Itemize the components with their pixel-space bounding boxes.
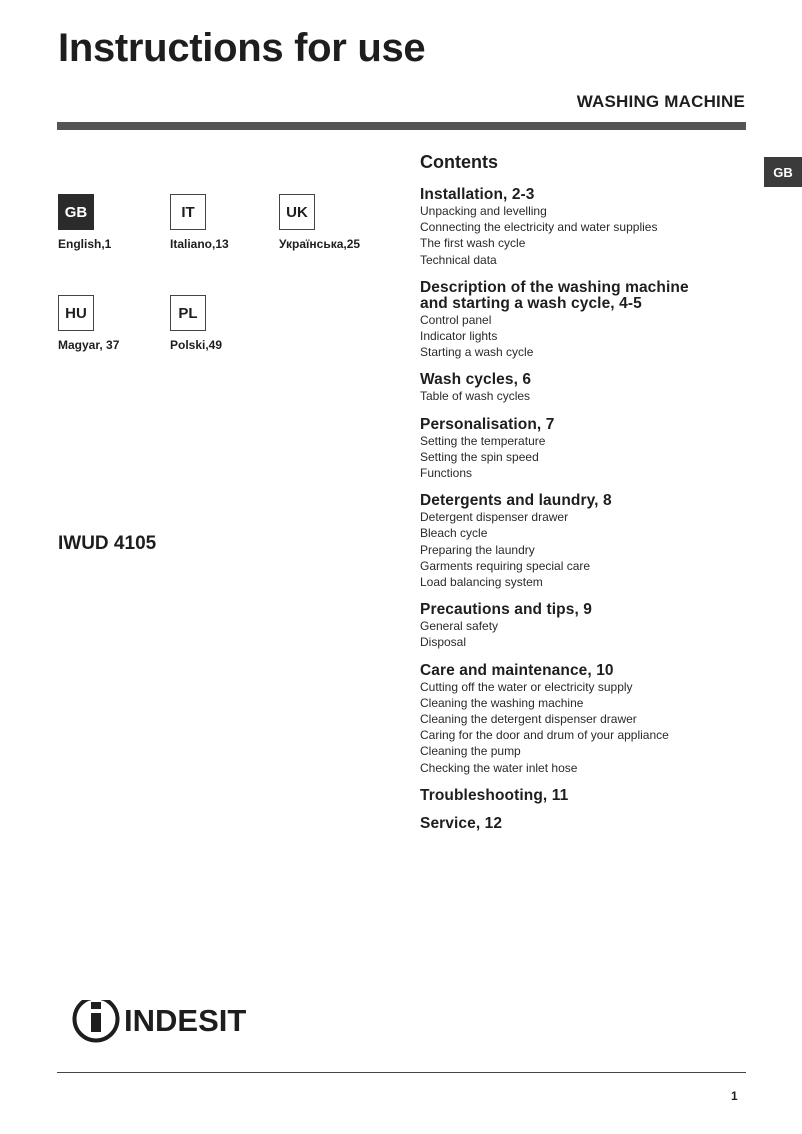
section-item: Setting the spin speed — [420, 449, 539, 464]
language-label: Polski,49 — [170, 338, 223, 352]
language-label: English,1 — [58, 237, 112, 251]
section-item: Load balancing system — [420, 575, 543, 590]
indesit-logo — [70, 992, 270, 1046]
logo-wordmark: INDESIT — [124, 1003, 247, 1038]
section-item: Detergent dispenser drawer — [420, 510, 569, 525]
table-of-contents — [420, 152, 750, 844]
language-code-box: PL — [170, 295, 206, 331]
section-item: Control panel — [420, 312, 492, 327]
language-label: Українська,25 — [279, 237, 361, 251]
section-item: Preparing the laundry — [420, 542, 535, 557]
section-title: Installation, 2-3 — [420, 186, 535, 203]
section-item: Disposal — [420, 635, 467, 650]
language-item-it[interactable] — [170, 194, 290, 251]
section-title: Personalisation, 7 — [420, 415, 555, 433]
contents-title: Contents — [420, 152, 498, 172]
section-item: Bleach cycle — [420, 526, 488, 541]
contents-sections — [420, 187, 750, 832]
section-item: Setting the temperature — [420, 433, 546, 448]
language-label: Italiano,13 — [170, 237, 229, 251]
contents-section — [420, 187, 750, 268]
footer-rule — [57, 1072, 746, 1073]
header-rule — [57, 122, 746, 130]
language-item-hu[interactable] — [58, 295, 178, 352]
section-title: Description of the washing machine and starting a wash cycle, 4-5 — [420, 278, 689, 312]
section-item: Technical data — [420, 252, 497, 267]
language-code-box: HU — [58, 295, 94, 331]
contents-section — [420, 417, 750, 482]
section-item: Checking the water inlet hose — [420, 760, 578, 775]
section-item: Caring for the door and drum of your appliance — [420, 728, 669, 743]
section-item: Cleaning the pump — [420, 744, 521, 759]
section-title: Precautions and tips, 9 — [420, 601, 592, 619]
section-item: Starting a wash cycle — [420, 345, 534, 360]
section-item: Table of wash cycles — [420, 389, 531, 404]
section-title: Service, 12 — [420, 814, 503, 832]
page-title: Instructions for use — [58, 26, 426, 70]
section-title: Troubleshooting, 11 — [420, 786, 569, 804]
contents-section — [420, 816, 750, 832]
language-code-box: GB — [58, 194, 94, 230]
section-item: Connecting the electricity and water supplies — [420, 220, 658, 235]
section-title: Wash cycles, 6 — [420, 371, 532, 389]
section-item: Cleaning the washing machine — [420, 695, 584, 710]
contents-section — [420, 280, 750, 361]
contents-section — [420, 372, 750, 404]
section-item: The first wash cycle — [420, 236, 526, 251]
section-item: Cleaning the detergent dispenser drawer — [420, 712, 637, 727]
indesit-logo-icon — [75, 992, 118, 1041]
contents-section — [420, 602, 750, 650]
section-item: Indicator lights — [420, 329, 498, 344]
contents-section — [420, 788, 750, 804]
language-label: Magyar, 37 — [58, 338, 120, 352]
section-item: Functions — [420, 466, 473, 481]
language-item-pl[interactable] — [170, 295, 290, 352]
model-number: IWUD 4105 — [58, 533, 157, 554]
page-number: 1 — [731, 1089, 738, 1103]
contents-section — [420, 493, 750, 590]
language-code-box: IT — [170, 194, 206, 230]
language-item-uk[interactable] — [279, 194, 399, 251]
language-side-tab: GB — [764, 157, 802, 187]
section-item: Garments requiring special care — [420, 558, 591, 573]
section-title: Detergents and laundry, 8 — [420, 492, 612, 510]
section-item: Unpacking and levelling — [420, 204, 547, 218]
product-type: WASHING MACHINE — [576, 92, 745, 111]
language-code-box: UK — [279, 194, 315, 230]
contents-section — [420, 663, 750, 776]
section-item: Cutting off the water or electricity supply — [420, 679, 633, 694]
language-item-gb[interactable] — [58, 194, 178, 251]
section-title: Care and maintenance, 10 — [420, 661, 614, 679]
section-item: General safety — [420, 619, 499, 634]
